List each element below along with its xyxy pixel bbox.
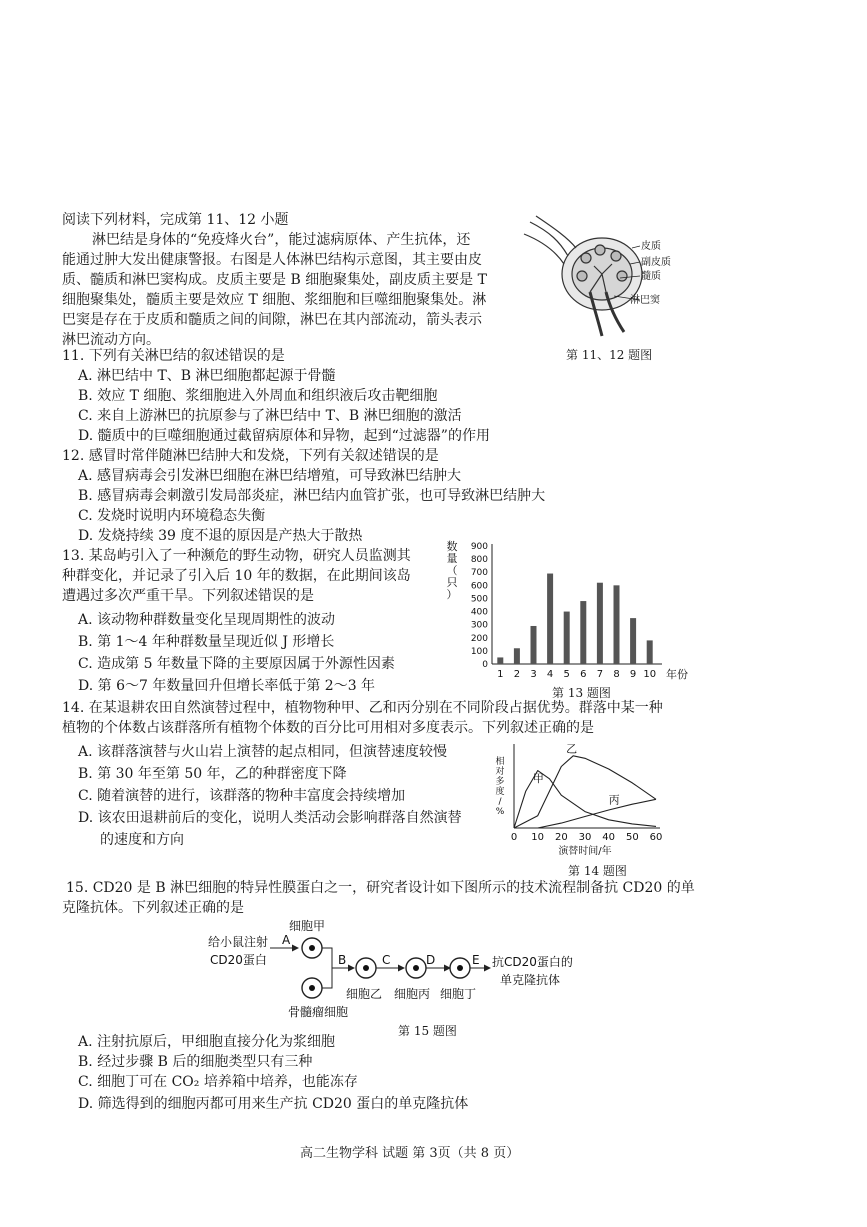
passage-line: 质、髓质和淋巴窦构成。皮质主要是 B 细胞聚集处，副皮质主要是 T [62,272,487,288]
y-tick-label: 100 [470,646,488,657]
q15-flow-diagram [200,914,620,1020]
passage-line: 巴窦是存在于皮质和髓质之间的间隙，淋巴在其内部流动，箭头表示 [62,312,482,328]
q13-option-a: A. 该动物种群数量变化呈现周期性的波动 [78,612,336,628]
y-axis-label-char: 度 [495,787,505,797]
y-tick-label: 500 [470,594,488,605]
q13-stem: 种群变化，并记录了引入后 10 年的数据，在此期间该岛 [62,568,411,584]
y-tick-label: 200 [470,633,488,644]
q15-option-a: A. 注射抗原后，甲细胞直接分化为浆细胞 [78,1034,336,1050]
x-tick-label: 5 [563,669,570,680]
label-lymph-sinus: 淋巴窦 [630,295,660,306]
x-axis-label: 年份 [666,668,688,681]
x-axis-label: 演替时间/年 [558,846,612,857]
y-axis-label-char: 相 [495,757,505,767]
q13-bar-chart [440,536,710,698]
passage-intro: 阅读下列材料，完成第 11、12 小题 [62,212,289,228]
x-tick-label: 1 [497,669,504,680]
q15-stem: 克隆抗体。下列叙述正确的是 [62,900,244,916]
q12-option-b: B. 感冒病毒会刺激引发局部炎症，淋巴结内血管扩张，也可导致淋巴结肿大 [78,488,546,504]
step-c-label: C [382,953,391,967]
x-tick-label: 7 [596,669,604,680]
series-label: 丙 [608,793,620,807]
q15-stem: 15. CD20 是 B 淋巴细胞的特异性膜蛋白之一，研究者设计如下图所示的技术流程制备抗 CD20 的单 [66,880,695,896]
x-tick-label: 50 [625,832,639,843]
step-a-label: A [282,933,291,947]
passage-line: 细胞聚集处，髓质主要是效应 T 细胞、浆细胞和巨噬细胞聚集处。淋 [62,292,487,308]
y-tick-label: 600 [470,581,488,592]
y-axis-label-char: 数 [446,540,458,553]
cell-bing [406,958,426,978]
q14-option-d: D. 该农田退耕前后的变化，说明人类活动会影响群落自然演替 [78,810,462,826]
q12-stem: 12. 感冒时常伴随淋巴结肿大和发烧，下列有关叙述错误的是 [62,448,439,464]
x-tick-label: 10 [643,669,657,680]
cell-jia [302,938,322,958]
y-axis-label-char: 多 [495,777,505,787]
x-tick-label: 30 [578,832,592,843]
q13-option-c: C. 造成第 5 年数量下降的主要原因属于外源性因素 [78,656,395,672]
label-cell-yi: 细胞乙 [346,987,383,1001]
y-axis-label-char: % [495,807,505,817]
series-line-3 [538,799,656,828]
x-tick-label: 4 [546,669,554,680]
bar [564,612,570,664]
q13-stem: 13. 某岛屿引入了一种濒危的野生动物，研究人员监测其 [62,548,411,564]
bar [531,626,537,664]
x-tick-label: 3 [530,669,537,680]
q11-option-b: B. 效应 T 细胞、浆细胞进入外周血和组织液后攻击靶细胞 [78,388,438,404]
q14-option-b: B. 第 30 年至第 50 年，乙的种群密度下降 [78,766,347,782]
bar [647,640,653,664]
figure-caption-14: 第 14 题图 [568,864,627,878]
label-cell-ding: 细胞丁 [440,987,477,1001]
y-axis-label-char: （ [446,564,458,577]
x-tick-label: 0 [510,832,518,843]
y-tick-label: 800 [470,555,488,566]
q14-option-a: A. 该群落演替与火山岩上演替的起点相同，但演替速度较慢 [78,744,448,760]
product-line2: 单克隆抗体 [500,973,561,987]
q13-option-d: D. 第 6～7 年数量回升但增长率低于第 2～3 年 [78,678,376,694]
q12-option-d: D. 发烧持续 39 度不退的原因是产热大于散热 [78,528,363,544]
q11-option-a: A. 淋巴结中 T、B 淋巴细胞都起源于骨髓 [78,368,336,384]
q15-option-c: C. 细胞丁可在 CO₂ 培养箱中培养，也能冻存 [78,1074,358,1090]
x-tick-label: 60 [649,832,663,843]
label-myeloma: 骨髓瘤细胞 [288,1005,349,1019]
bar [580,601,586,664]
figure-caption-13: 第 13 题图 [552,686,611,700]
q14-option-c: C. 随着演替的进行，该群落的物种丰富度会持续增加 [78,788,406,804]
label-cortex: 皮质 [641,241,661,252]
y-tick-label: 300 [470,620,488,631]
q11-stem: 11. 下列有关淋巴结的叙述错误的是 [62,348,285,364]
cell-myeloma [302,978,322,998]
bar [497,657,503,664]
cell-ding [450,958,470,978]
y-tick-label: 0 [482,660,488,670]
step-b-label: B [338,953,347,967]
x-tick-label: 6 [580,669,587,680]
q14-line-chart [492,742,678,858]
q12-option-a: A. 感冒病毒会引发淋巴细胞在淋巴结增殖，可导致淋巴结肿大 [78,468,462,484]
y-tick-label: 700 [470,568,488,579]
q14-stem: 植物的个体数占该群落所有植物个体数的百分比可用相对多度表示。下列叙述正确的是 [62,720,594,736]
q13-stem: 遭遇过多次严重干旱。下列叙述错误的是 [62,588,314,604]
x-tick-label: 8 [613,669,620,680]
bar [597,583,603,664]
product-line1: 抗CD20蛋白的 [492,955,573,969]
label-cell-jia: 细胞甲 [289,919,326,933]
x-tick-label: 20 [554,832,568,843]
x-tick-label: 9 [629,669,637,680]
q11-option-d: D. 髓质中的巨噬细胞通过截留病原体和异物，起到“过滤器”的作用 [78,428,490,444]
figure-caption-15: 第 15 题图 [398,1024,457,1038]
series-line-2 [514,756,656,828]
figure-caption-11-12: 第 11、12 题图 [566,348,653,362]
cell-yi [356,958,376,978]
label-cell-bing: 细胞丙 [394,987,431,1001]
bar [630,618,636,664]
q12-option-c: C. 发烧时说明内环境稳态失衡 [78,508,266,524]
q14-stem: 14. 在某退耕农田自然演替过程中，植物物种甲、乙和丙分别在不同阶段占据优势。群落中某一种 [62,700,663,716]
y-axis-label-char: ） [446,588,458,601]
passage-line: 淋巴结是身体的“免疫烽火台”，能过滤病原体、产生抗体，还 [92,232,471,248]
q15-option-d: D. 筛选得到的细胞丙都可用来生产抗 CD20 蛋白的单克隆抗体 [78,1096,469,1112]
label-medulla: 髓质 [641,271,661,282]
q15-option-b: B. 经过步骤 B 后的细胞类型只有三种 [78,1054,313,1070]
passage-line: 淋巴流动方向。 [62,332,160,348]
bar [614,585,620,664]
x-tick-label: 2 [513,669,521,680]
y-axis-label-char: 量 [446,552,458,565]
inject-line1: 给小鼠注射 [208,935,269,949]
q11-option-c: C. 来自上游淋巴的抗原参与了淋巴结中 T、B 淋巴细胞的激活 [78,408,462,424]
x-tick-label: 40 [602,832,616,843]
inject-line2: CD20蛋白 [210,953,267,967]
passage-line: 能通过肿大发出健康警报。右图是人体淋巴结构示意图，其主要由皮 [62,252,482,268]
y-axis-label-char: / [498,797,502,807]
lymph-node-figure [520,212,680,340]
y-axis-label-char: 对 [495,767,505,777]
label-paracortex: 副皮质 [641,257,671,268]
bar [547,574,553,664]
step-e-label: E [472,953,480,967]
series-label: 乙 [566,742,578,756]
y-axis-label-char: 只 [446,576,458,589]
series-label: 甲 [532,772,544,786]
q14-option-d-cont: 的速度和方向 [100,832,184,848]
bar [514,648,520,664]
y-tick-label: 400 [470,607,488,618]
x-tick-label: 10 [531,832,545,843]
page-footer: 高二生物学科 试题 第 3页（共 8 页） [300,1146,520,1161]
q13-option-b: B. 第 1～4 年种群数量呈现近似 J 形增长 [78,634,335,650]
step-d-label: D [426,953,436,967]
y-tick-label: 900 [470,542,488,552]
